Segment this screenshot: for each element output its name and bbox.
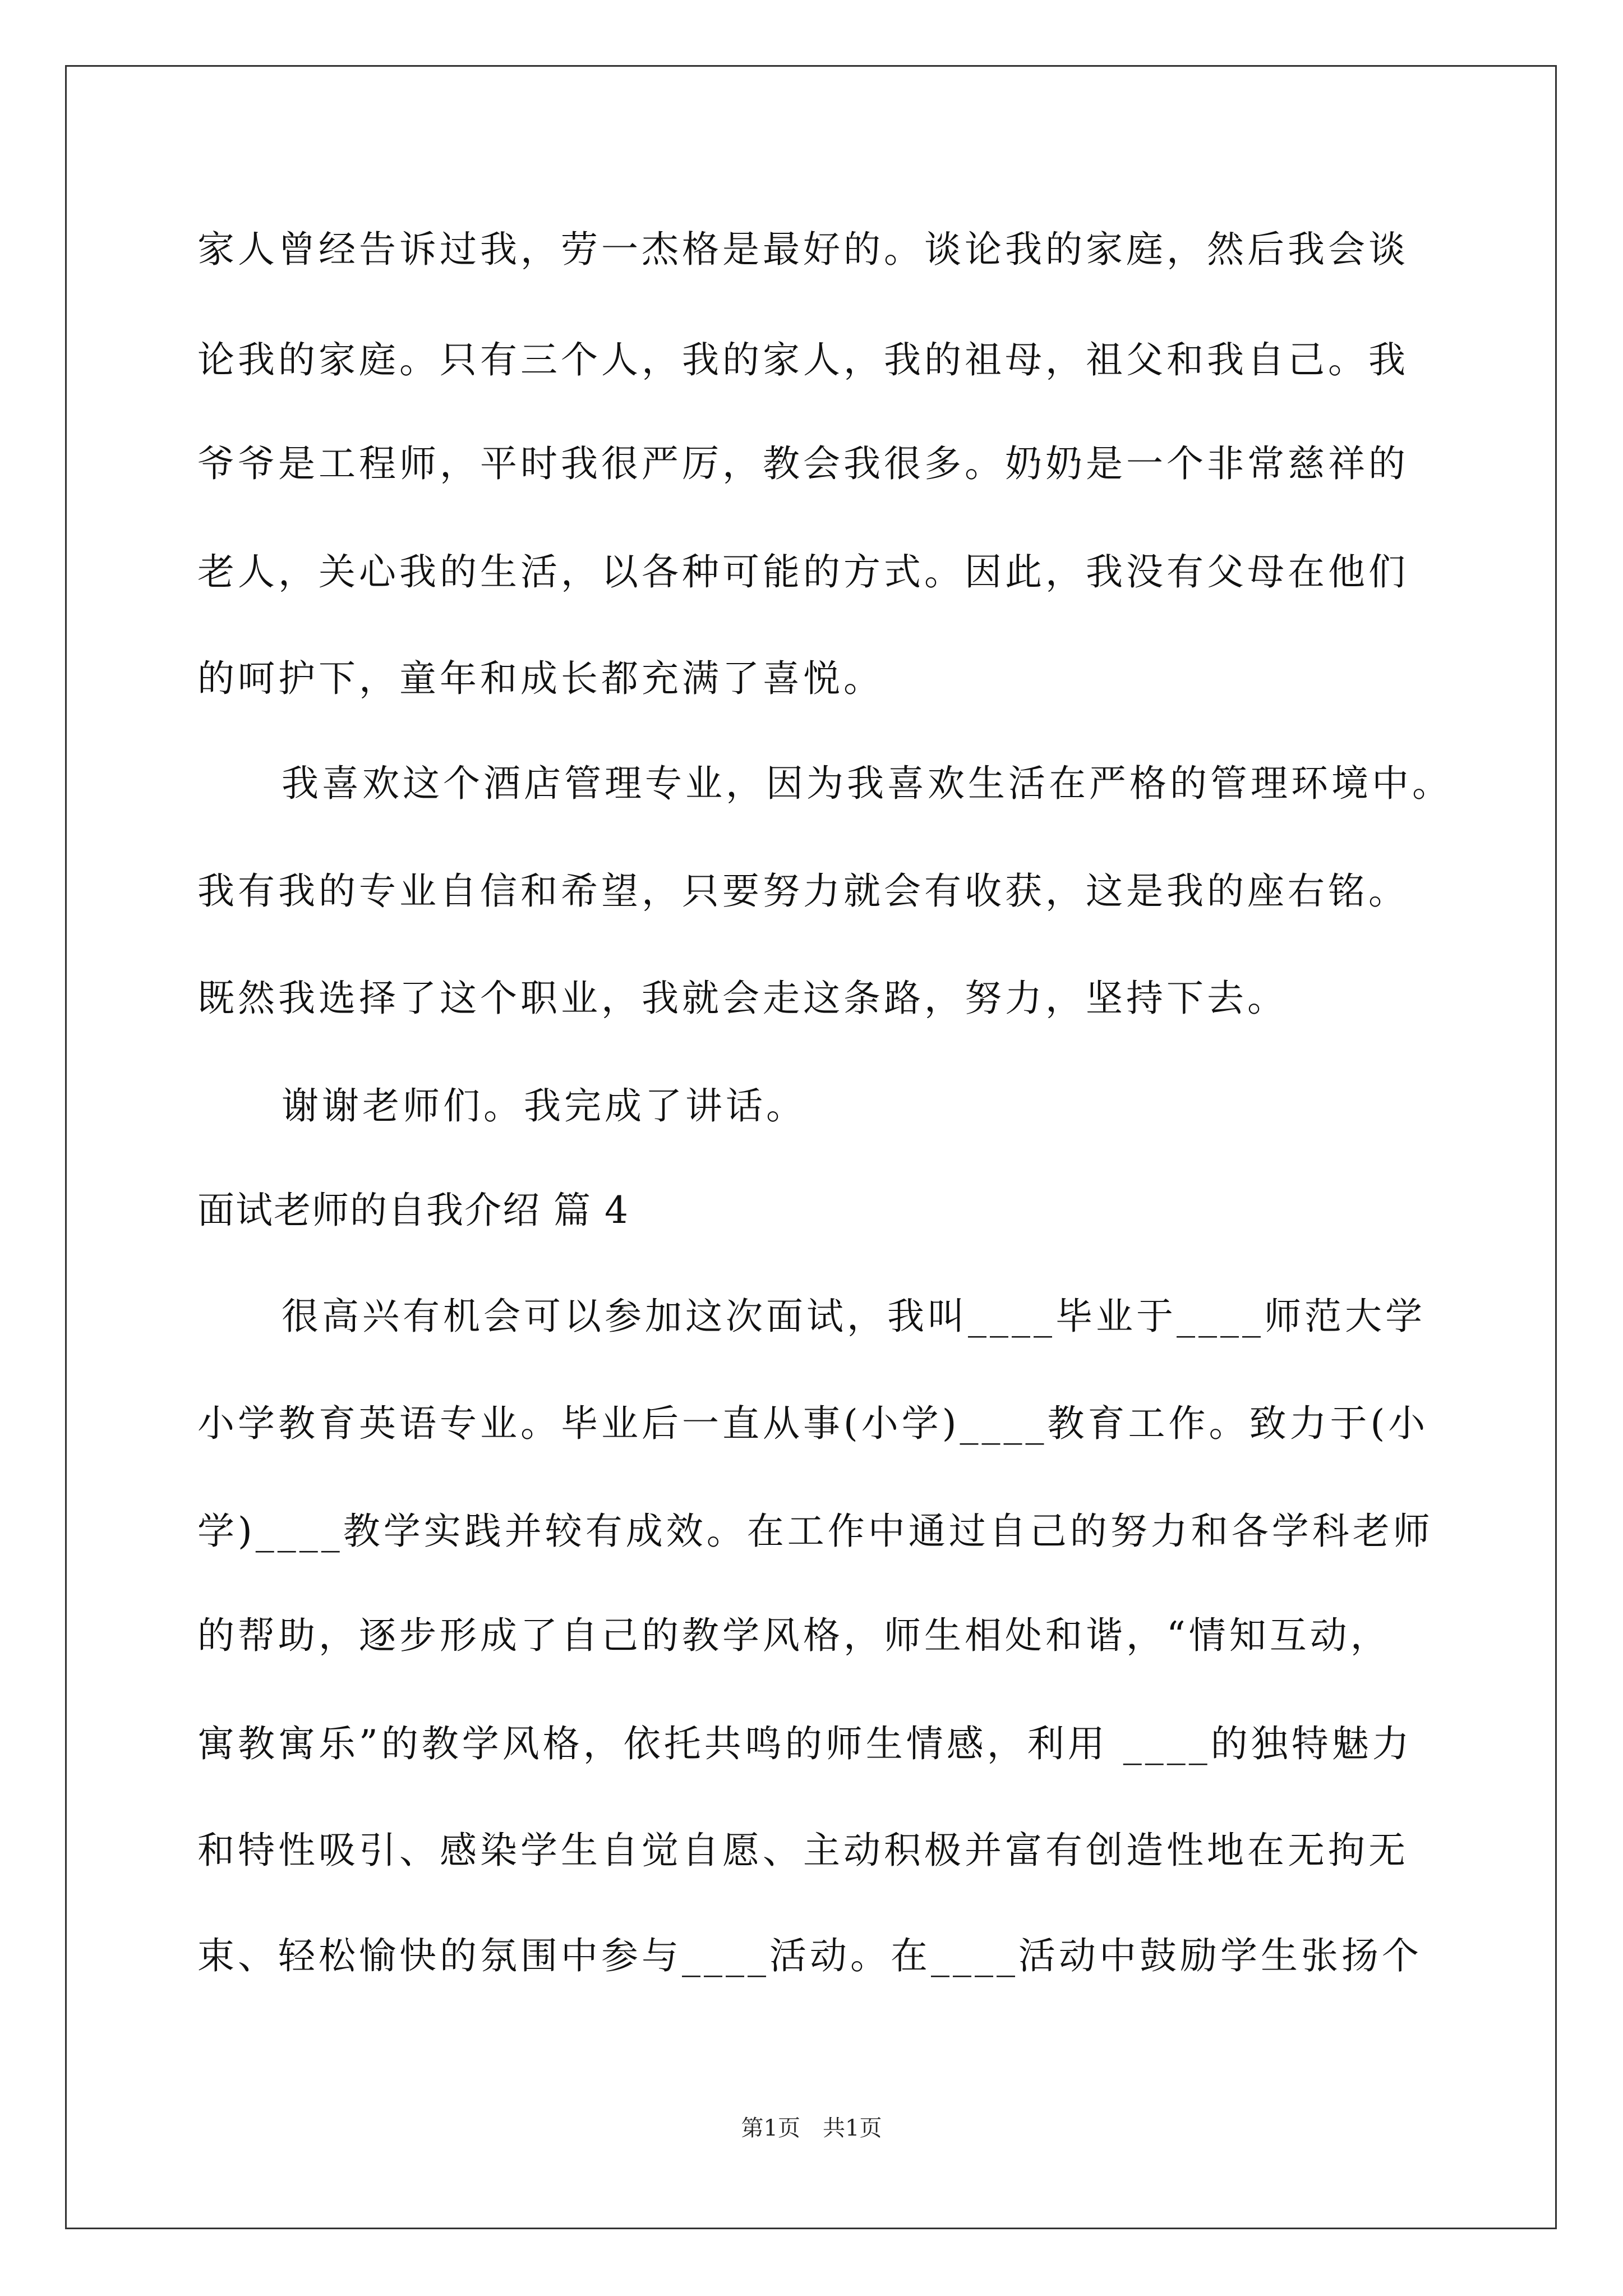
paragraph-line: 家人曾经告诉过我，劳一杰格是最好的。谈论我的家庭，然后我会谈 bbox=[197, 228, 1409, 271]
total-pages: 共1页 bbox=[823, 2115, 882, 2141]
page-border bbox=[65, 65, 1557, 2229]
paragraph-line: 的呵护下，童年和成长都充满了喜悦。 bbox=[197, 657, 884, 700]
paragraph-line: 我有我的专业自信和希望，只要努力就会有收获，这是我的座右铭。 bbox=[197, 869, 1409, 913]
page-footer bbox=[0, 2115, 1623, 2142]
paragraph-line: 很高兴有机会可以参加这次面试，我叫____毕业于____师范大学 bbox=[282, 1295, 1426, 1338]
paragraph-line: 束、轻松愉快的氛围中参与____活动。在____活动中鼓励学生张扬个 bbox=[197, 1934, 1422, 1977]
paragraph-line: 爷爷是工程师，平时我很严厉，教会我很多。奶奶是一个非常慈祥的 bbox=[197, 442, 1409, 485]
page-number: 第1页 bbox=[741, 2115, 800, 2141]
paragraph-line: 和特性吸引、感染学生自觉自愿、主动积极并富有创造性地在无拘无 bbox=[197, 1829, 1409, 1872]
paragraph-line: 我喜欢这个酒店管理专业，因为我喜欢生活在严格的管理环境中。 bbox=[282, 762, 1453, 805]
paragraph-line: 学)____教学实践并较有成效。在工作中通过自己的努力和各学科老师 bbox=[197, 1510, 1433, 1553]
paragraph-line: 小学教育英语专业。毕业后一直从事(小学)____教育工作。致力于(小 bbox=[197, 1402, 1429, 1445]
paragraph-line: 的帮助，逐步形成了自己的教学风格，师生相处和谐，“情知互动， bbox=[197, 1614, 1391, 1657]
paragraph-line: 寓教寓乐”的教学风格，依托共鸣的师生情感，利用 ____的独特魅力 bbox=[197, 1722, 1413, 1765]
section-heading: 面试老师的自我介绍 篇 4 bbox=[197, 1189, 629, 1232]
paragraph-line: 谢谢老师们。我完成了讲话。 bbox=[282, 1084, 806, 1128]
paragraph-line: 论我的家庭。只有三个人，我的家人，我的祖母，祖父和我自己。我 bbox=[197, 338, 1409, 381]
paragraph-line: 既然我选择了这个职业，我就会走这条路，努力，坚持下去。 bbox=[197, 977, 1288, 1020]
paragraph-line: 老人，关心我的生活，以各种可能的方式。因此，我没有父母在他们 bbox=[197, 550, 1409, 593]
